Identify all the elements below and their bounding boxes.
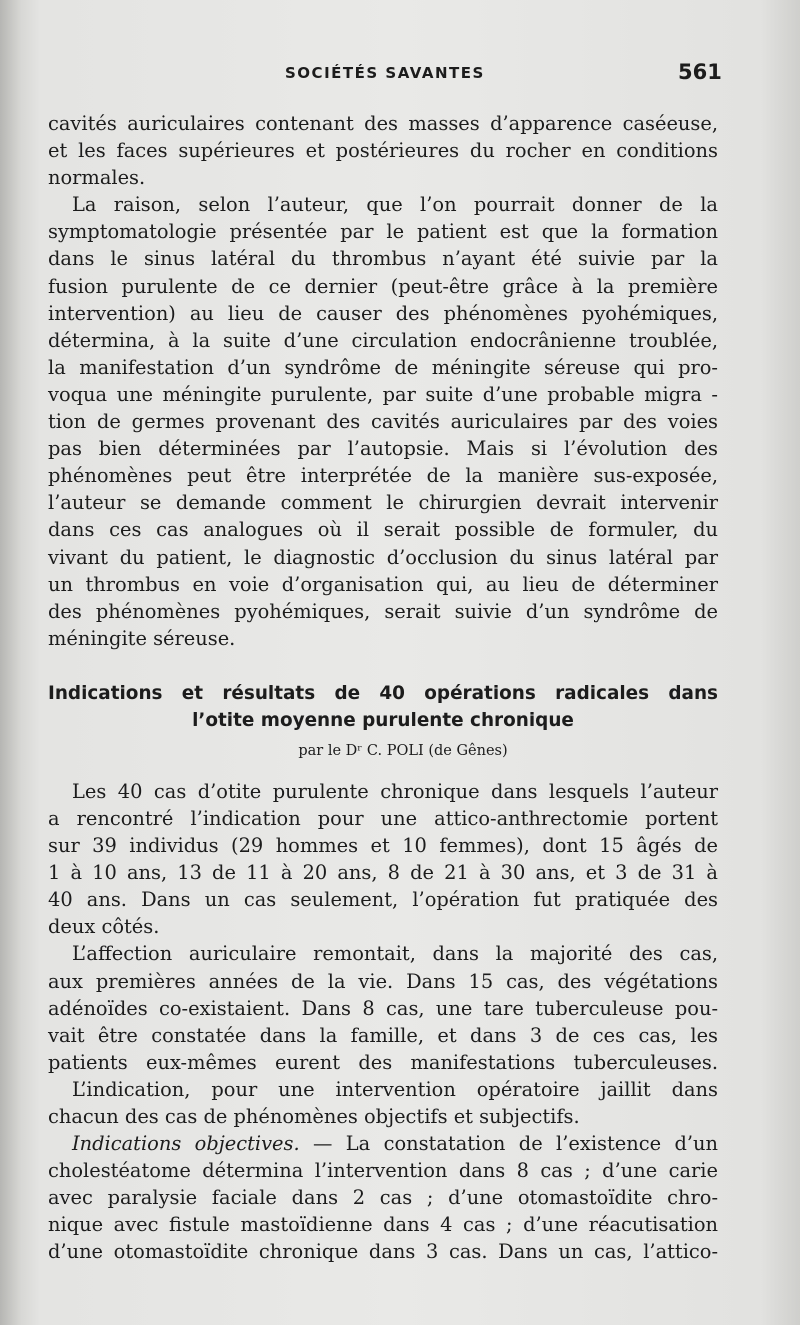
body-line: l’auteur se demande comment le chirurgien devrait intervenir (48, 491, 718, 515)
body-line: patients eux-mêmes eurent des manifestations tuberculeuses. (48, 1050, 718, 1074)
section-gap (48, 652, 718, 680)
article-heading-line-1: Indications et résultats de 40 opérations radicales dans (48, 682, 718, 704)
article-byline: par le Dʳ C. POLI (de Gênes) (298, 742, 508, 759)
body-line: intervention) au lieu de causer des phénomènes pyohémiques, (48, 301, 718, 325)
article-heading-line-2: l’otite moyenne purulente chronique (192, 709, 574, 731)
body-line: normales. (48, 166, 146, 190)
article-2 (48, 680, 718, 1266)
body-line: détermina, à la suite d’une circulation endocrânienne troublée, (48, 328, 718, 352)
body-line: nique avec fistule mastoïdienne dans 4 cas ; d’une réacutisation (48, 1213, 718, 1237)
body-line: méningite séreuse. (48, 626, 236, 650)
body-line: L’affection auriculaire remontait, dans la majorité des cas, (72, 942, 718, 966)
body-line: phénomènes peut être interprétée de la manière sus-exposée, (48, 464, 718, 488)
body-line: dans ces cas analogues où il serait possible de formuler, du (48, 518, 718, 542)
running-head-title: SOCIÉTÉS SAVANTES (285, 64, 485, 82)
body-line: tion de germes provenant des cavités auriculaires par des voies (48, 410, 718, 434)
page-number: 561 (678, 60, 722, 84)
body-line-rest: — La constatation de l’existence d’un (299, 1132, 718, 1156)
body-line: symptomatologie présentée par le patient est que la formation (48, 220, 718, 244)
body-line: et les faces supérieures et postérieures du rocher en conditions (48, 139, 718, 163)
body-line: voqua une méningite purulente, par suite d’une probable migra - (48, 382, 718, 406)
body-line: cavités auriculaires contenant des masses d’apparence caséeuse, (48, 112, 718, 135)
body-line: avec paralysie faciale dans 2 cas ; d’une otomastoïdite chro- (48, 1186, 718, 1210)
body-line: d’une otomastoïdite chronique dans 3 cas. Dans un cas, l’attico- (48, 1240, 718, 1264)
body-line: la manifestation d’un syndrôme de méningite séreuse qui pro- (48, 355, 718, 379)
italic-subheading: Indications objectives. (72, 1132, 300, 1156)
article-1-continuation (48, 110, 718, 652)
body-line: vait être constatée dans la famille, et dans 3 de ces cas, les (48, 1023, 718, 1047)
text-block (48, 110, 718, 1266)
body-line: Les 40 cas d’otite purulente chronique dans lesquels l’auteur (72, 779, 718, 803)
body-line: adénoïdes co-existaient. Dans 8 cas, une tare tuberculeuse pou- (48, 996, 718, 1020)
body-line: pas bien déterminées par l’autopsie. Mais si l’évolution des (48, 437, 718, 461)
body-line: 1 à 10 ans, 13 de 11 à 20 ans, 8 de 21 à 30 ans, et 3 de 31 à (48, 861, 718, 885)
body-line: La raison, selon l’auteur, que l’on pourrait donner de la (72, 193, 718, 217)
body-line: cholestéatome détermina l’intervention dans 8 cas ; d’une carie (48, 1159, 718, 1183)
body-line: un thrombus en voie d’organisation qui, au lieu de déterminer (48, 572, 718, 596)
page-gutter (0, 0, 22, 1325)
body-line: 40 ans. Dans un cas seulement, l’opération fut pratiquée des (48, 888, 718, 912)
body-line: sur 39 individus (29 hommes et 10 femmes), dont 15 âgés de (48, 834, 718, 858)
body-line: des phénomènes pyohémiques, serait suivie d’un syndrôme de (48, 599, 718, 623)
body-line: L’indication, pour une intervention opératoire jaillit dans (72, 1077, 718, 1101)
body-line: dans le sinus latéral du thrombus n’ayant été suivie par la (48, 247, 718, 271)
body-line: a rencontré l’indication pour une attico-anthrectomie portent (48, 806, 718, 830)
body-line: fusion purulente de ce dernier (peut-être grâce à la première (48, 274, 718, 298)
body-line: vivant du patient, le diagnostic d’occlusion du sinus latéral par (48, 545, 718, 569)
body-line-italic-lead (48, 1130, 718, 1157)
body-line: aux premières années de la vie. Dans 15 cas, des végétations (48, 969, 718, 993)
body-line: deux côtés. (48, 915, 160, 939)
running-head (0, 60, 800, 90)
body-line: chacun des cas de phénomènes objectifs et subjectifs. (48, 1105, 580, 1128)
